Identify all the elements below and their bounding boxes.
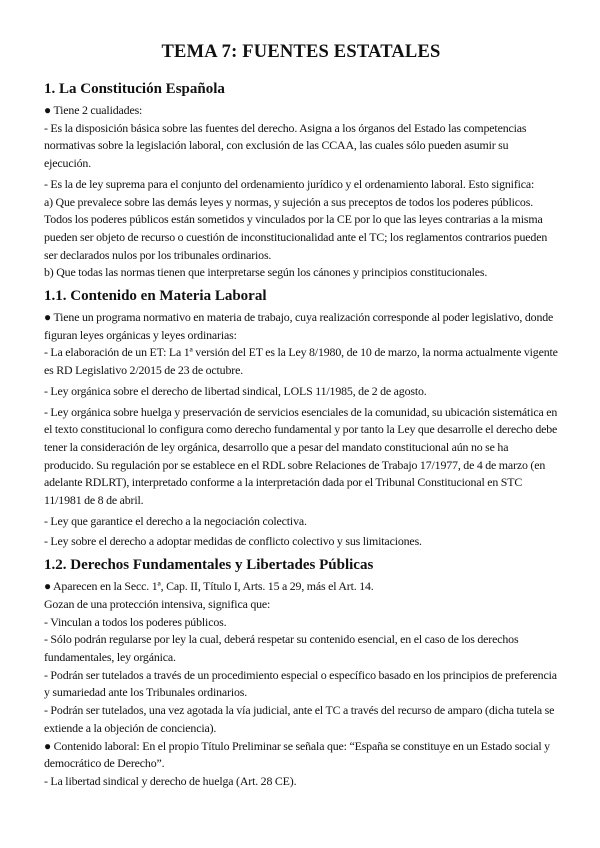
paragraph: - Ley orgánica sobre el derecho de libertad sindical, LOLS 11/1985, de 2 de agosto. [44, 383, 427, 398]
paragraph: - Podrán ser tutelados a través de un procedimiento especial o específico basado en los principios de preferencia y sumariedad ante los Tribunales ordinarios. [44, 667, 557, 700]
paragraph: ● Aparecen en la Secc. 1ª, Cap. II, Título I, Arts. 15 a 29, más el Art. 14. [44, 579, 374, 594]
document-page [44, 42, 558, 791]
section-1-heading: 1. La Constitución Española [44, 81, 225, 97]
paragraph: - Ley orgánica sobre huelga y preservación de servicios esenciales de la comunidad, su ubicación sistemática en el texto constitucional lo configura como derecho fundamental y por tanto la Ley que desarrolle el derecho debe tener la consideración de ley orgánica, desarrollo que a pesar del mandato constitucional aún no se ha producido. Su regulación por se establece en el RDL sobre Relaciones de Trabajo 17/1977, de 4 de marzo (en adelante RDLRT), interpretado conforme a la interpretación dada por el Tribunal Constitucional en STC 11/1981 de 8 de abril. [44, 404, 558, 508]
paragraph: b) Que todas las normas tienen que interpretarse según los cánones y principios constitucionales. [44, 265, 488, 280]
section-1-1-heading: 1.1. Contenido en Materia Laboral [44, 288, 267, 305]
paragraph: - Es la de ley suprema para el conjunto del ordenamiento jurídico y el ordenamiento laboral. Esto significa: [44, 176, 535, 191]
paragraph: - La libertad sindical y derecho de huelga (Art. 28 CE). [44, 773, 297, 788]
paragraph: - Ley que garantice el derecho a la negociación colectiva. [44, 513, 307, 528]
paragraph: Gozan de una protección intensiva, significa que: [44, 596, 271, 611]
paragraph: - Es la disposición básica sobre las fuentes del derecho. Asigna a los órganos del Estado las competencias normativas sobre la legislación laboral, con exclusión de las CCAA, las cuales sólo pueden asumir su ejecución. [44, 120, 527, 171]
section-1-2-heading: 1.2. Derechos Fundamentales y Libertades Públicas [44, 557, 374, 574]
paragraph: ● Tiene 2 cualidades: [44, 103, 143, 117]
page-title: TEMA 7: FUENTES ESTATALES [161, 42, 441, 62]
paragraph: ● Contenido laboral: En el propio Título Preliminar se señala que: “España se constituye en un Estado social y democrático de Derecho”. [44, 738, 550, 771]
paragraph: - Ley sobre el derecho a adoptar medidas de conflicto colectivo y sus limitaciones. [44, 534, 422, 549]
paragraph: - Sólo podrán regularse por ley la cual, deberá respetar su contenido esencial, en el caso de los derechos fundamentales, ley orgánica. [44, 632, 519, 664]
paragraph: - Vinculan a todos los poderes públicos. [44, 614, 227, 629]
paragraph: a) Que prevalece sobre las demás leyes y normas, y sujeción a sus preceptos de todos los poderes públicos. Todos los poderes públicos están sometidos y vinculados por la CE por lo que las leyes contrarias a la misma pueden ser objeto de recurso o cuestión de inconstitucionalidad ante el TC; los reglamentos contrarios pueden ser declarados nulos por los tribunales ordinarios. [44, 194, 548, 262]
paragraph: - La elaboración de un ET: La 1ª versión del ET es la Ley 8/1980, de 10 de marzo, la norma actualmente vigente es RD Legislativo 2/2015 de 23 de octubre. [44, 345, 558, 378]
paragraph: ● Tiene un programa normativo en materia de trabajo, cuya realización corresponde al poder legislativo, donde figuran leyes orgánicas y leyes ordinarias: [44, 310, 554, 342]
paragraph: - Podrán ser tutelados, una vez agotada la vía judicial, ante el TC a través del recurso de amparo (dicha tutela se extiende a la objeción de conciencia). [44, 703, 555, 735]
